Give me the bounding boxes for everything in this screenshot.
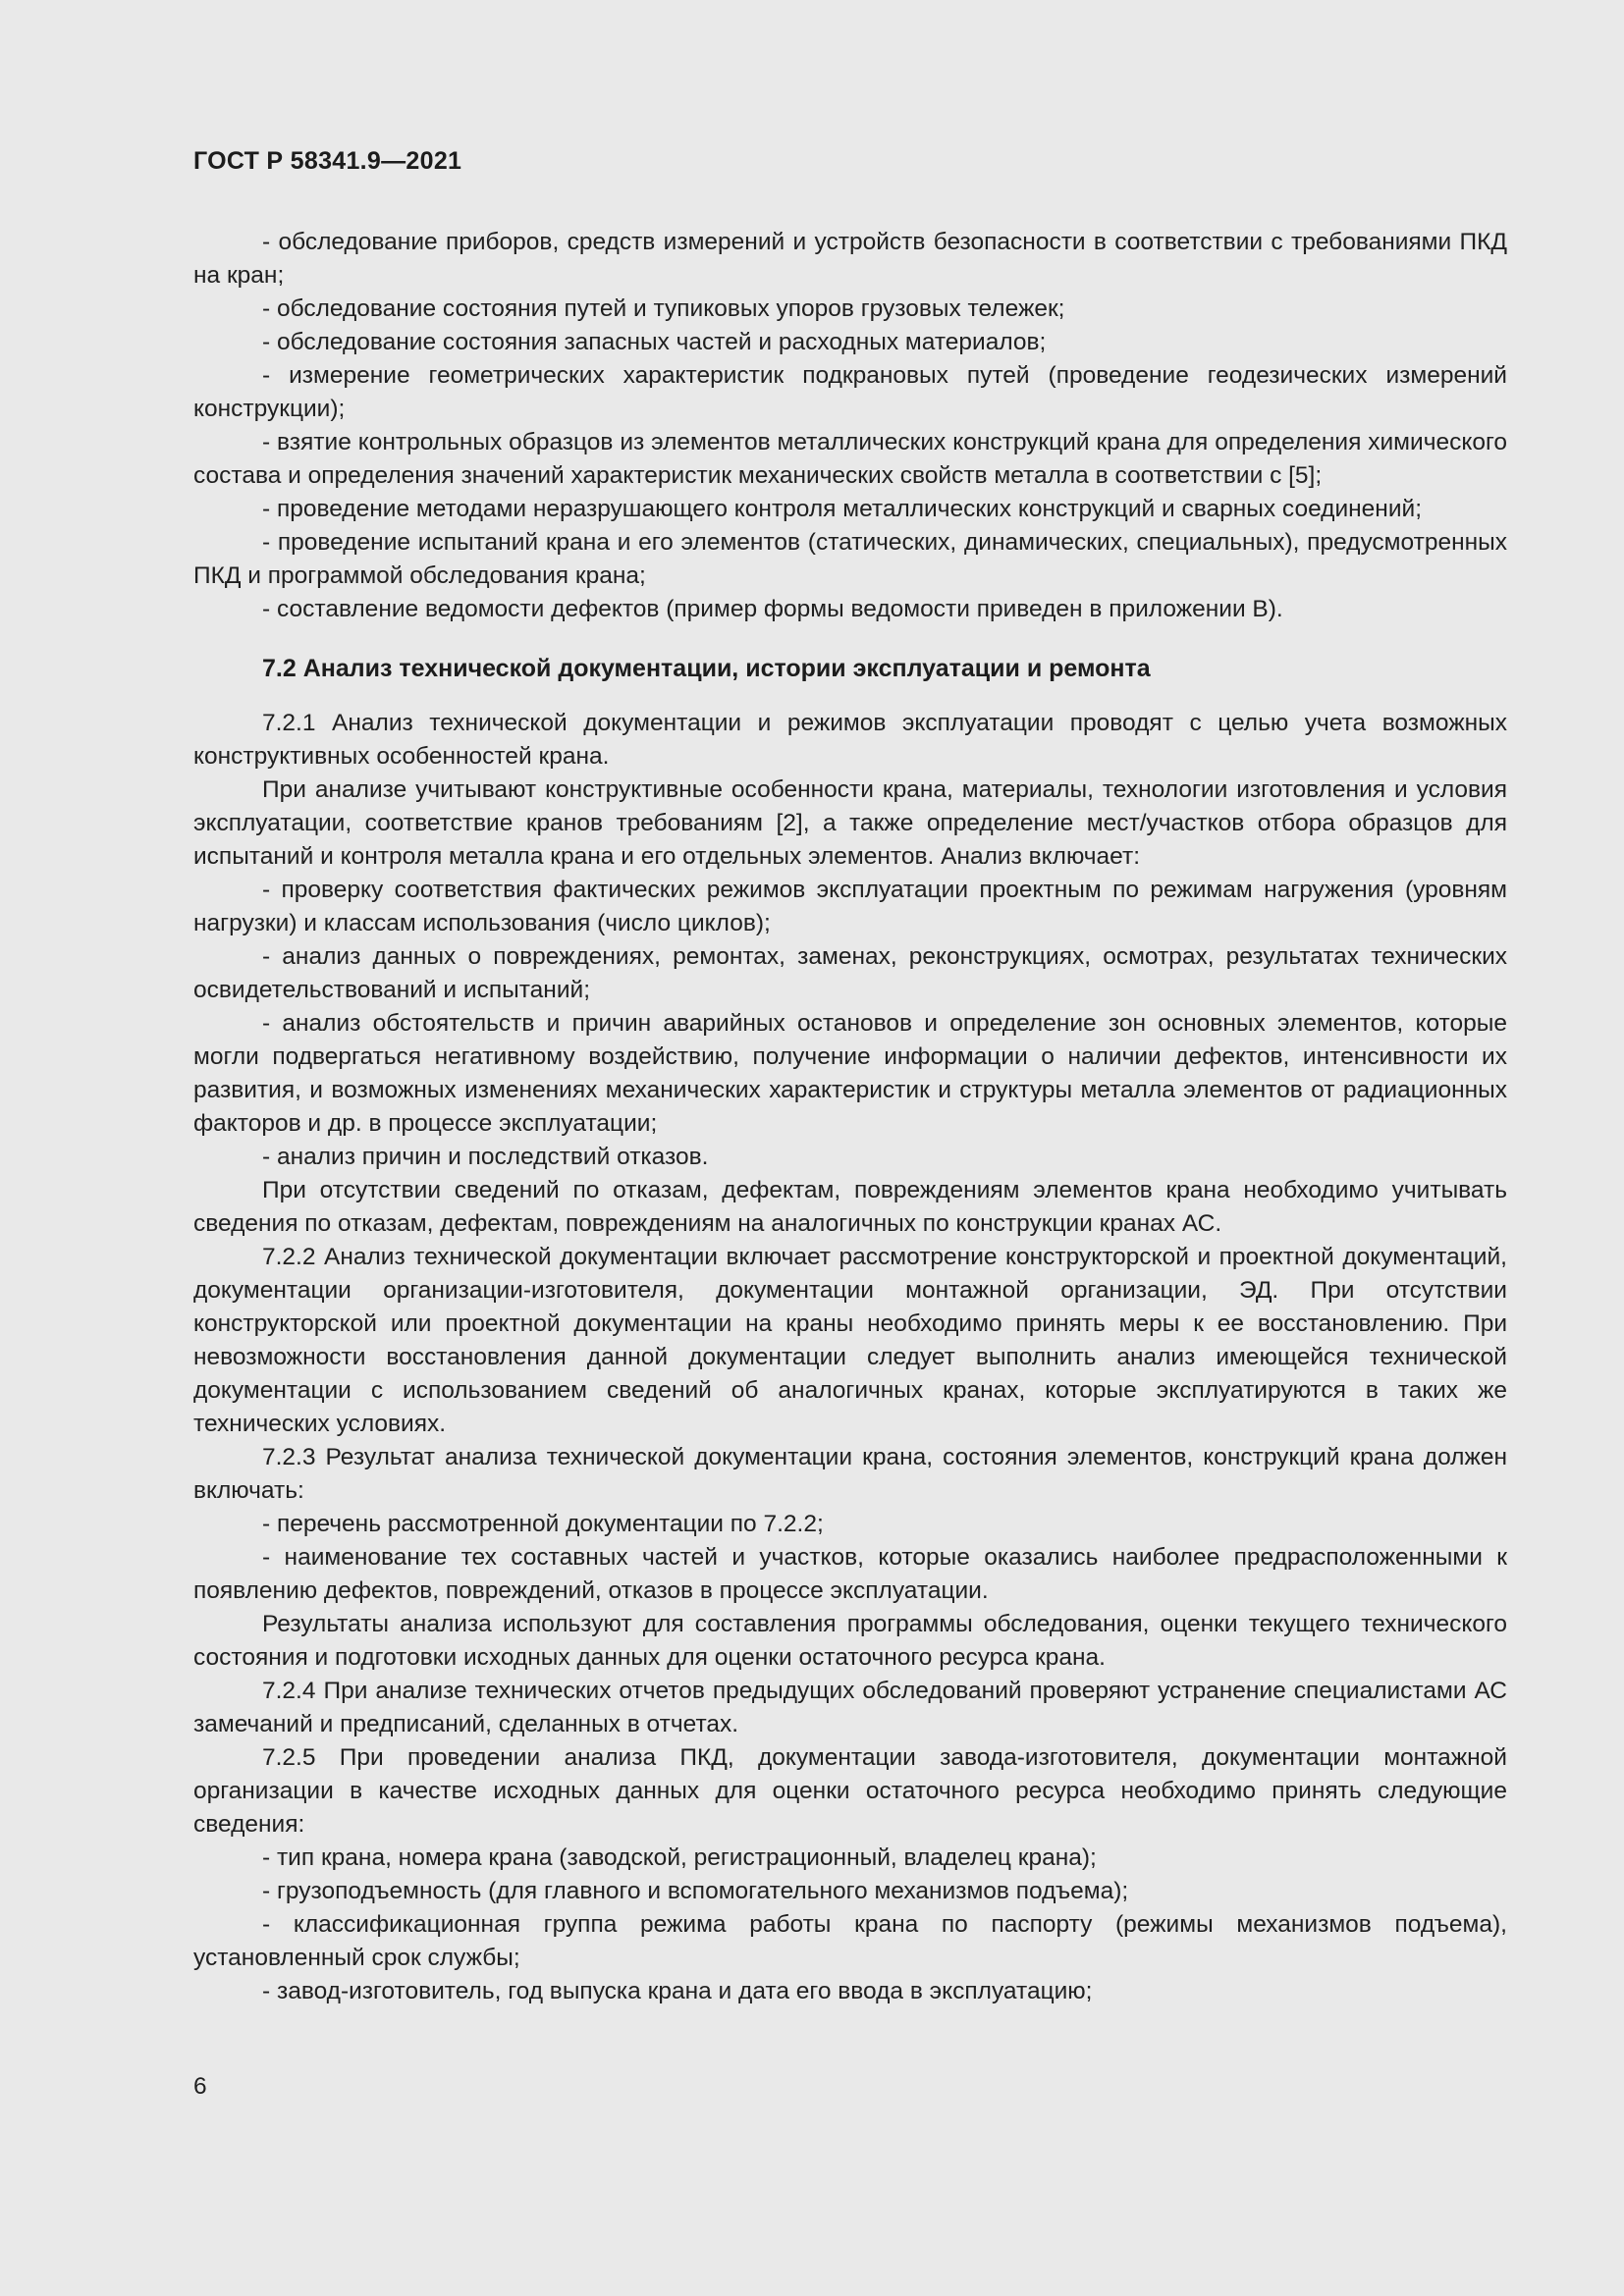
document-body xyxy=(193,226,1507,2008)
page-number: 6 xyxy=(193,2073,207,2100)
paragraph: - обследование приборов, средств измерений и устройств безопасности в соответствии с требованиями ПКД на кран; xyxy=(193,229,1507,289)
paragraph: - наименование тех составных частей и участков, которые оказались наиболее предрасположенными к появлению дефектов, повреждений, отказов в процессе эксплуатации. xyxy=(193,1544,1507,1604)
document-code-header: ГОСТ Р 58341.9—2021 xyxy=(193,147,462,175)
paragraph: - тип крана, номера крана (заводской, регистрационный, владелец крана); xyxy=(262,1844,1097,1871)
paragraph: - проверку соответствия фактических режимов эксплуатации проектным по режимам нагружения (уровням нагрузки) и классам использования (число циклов); xyxy=(193,877,1507,936)
paragraph: - анализ причин и последствий отказов. xyxy=(262,1144,709,1170)
paragraph: - грузоподъемность (для главного и вспомогательного механизмов подъема); xyxy=(262,1878,1129,1904)
paragraph: 7.2.2 Анализ технической документации включает рассмотрение конструкторской и проектной документаций, документации организации-изготовителя, документации монтажной организации, ЭД. При отсутствии конструкторской или проектной документации на краны необходимо принять меры к ее восстановлению. При невозможности восстановления данной документации следует выполнить анализ имеющейся технической документации с использованием сведений об аналогичных кранах, которые эксплуатируются в таких же технических условиях. xyxy=(193,1244,1507,1437)
paragraph: - проведение методами неразрушающего контроля металлических конструкций и сварных соединений; xyxy=(262,496,1423,522)
paragraph: - перечень рассмотренной документации по 7.2.2; xyxy=(262,1511,824,1537)
paragraph: - составление ведомости дефектов (пример формы ведомости приведен в приложении В). xyxy=(262,596,1283,622)
paragraph: Результаты анализа используют для составления программы обследования, оценки текущего технического состояния и подготовки исходных данных для оценки остаточного ресурса крана. xyxy=(193,1611,1507,1671)
paragraph: - классификационная группа режима работы крана по паспорту (режимы механизмов подъема), установленный срок службы; xyxy=(193,1911,1507,1971)
paragraph: - анализ обстоятельств и причин аварийных остановов и определение зон основных элементов, которые могли подвергаться негативному воздействию, получение информации о наличии дефектов, интенсивности их развития, и возможных изменениях механических характеристик и структуры металла элементов от радиационных факторов и др. в процессе эксплуатации; xyxy=(193,1010,1507,1137)
paragraph: - завод-изготовитель, год выпуска крана и дата его ввода в эксплуатацию; xyxy=(262,1978,1093,2004)
paragraph: 7.2.1 Анализ технической документации и режимов эксплуатации проводят с целью учета возможных конструктивных особенностей крана. xyxy=(193,710,1507,770)
paragraph: - обследование состояния путей и тупиковых упоров грузовых тележек; xyxy=(262,295,1065,322)
paragraph: - обследование состояния запасных частей и расходных материалов; xyxy=(262,329,1047,355)
paragraph: - взятие контрольных образцов из элементов металлических конструкций крана для определения химического состава и определения значений характеристик механических свойств металла в соответствии с [5]; xyxy=(193,429,1507,489)
paragraph: 7.2.4 При анализе технических отчетов предыдущих обследований проверяют устранение специалистами АС замечаний и предписаний, сделанных в отчетах. xyxy=(193,1678,1507,1737)
paragraph: При отсутствии сведений по отказам, дефектам, повреждениям элементов крана необходимо учитывать сведения по отказам, дефектам, повреждениям на аналогичных по конструкции кранах АС. xyxy=(193,1177,1507,1237)
paragraph: 7.2.3 Результат анализа технической документации крана, состояния элементов, конструкций крана должен включать: xyxy=(193,1444,1507,1504)
paragraph: - анализ данных о повреждениях, ремонтах, заменах, реконструкциях, осмотрах, результатах технических освидетельствований и испытаний; xyxy=(193,943,1507,1003)
paragraph: При анализе учитывают конструктивные особенности крана, материалы, технологии изготовления и условия эксплуатации, соответствие кранов требованиям [2], а также определение мест/участков отбора образцов для испытаний и контроля металла крана и его отдельных элементов. Анализ включает: xyxy=(193,776,1507,870)
paragraph: - измерение геометрических характеристик подкрановых путей (проведение геодезических измерений конструкции); xyxy=(193,362,1507,422)
section-heading: 7.2 Анализ технической документации, истории эксплуатации и ремонта xyxy=(262,655,1151,682)
paragraph: 7.2.5 При проведении анализа ПКД, документации завода-изготовителя, документации монтажной организации в качестве исходных данных для оценки остаточного ресурса необходимо принять следующие сведения: xyxy=(193,1744,1507,1838)
paragraph: - проведение испытаний крана и его элементов (статических, динамических, специальных), предусмотренных ПКД и программой обследования крана; xyxy=(193,529,1507,589)
